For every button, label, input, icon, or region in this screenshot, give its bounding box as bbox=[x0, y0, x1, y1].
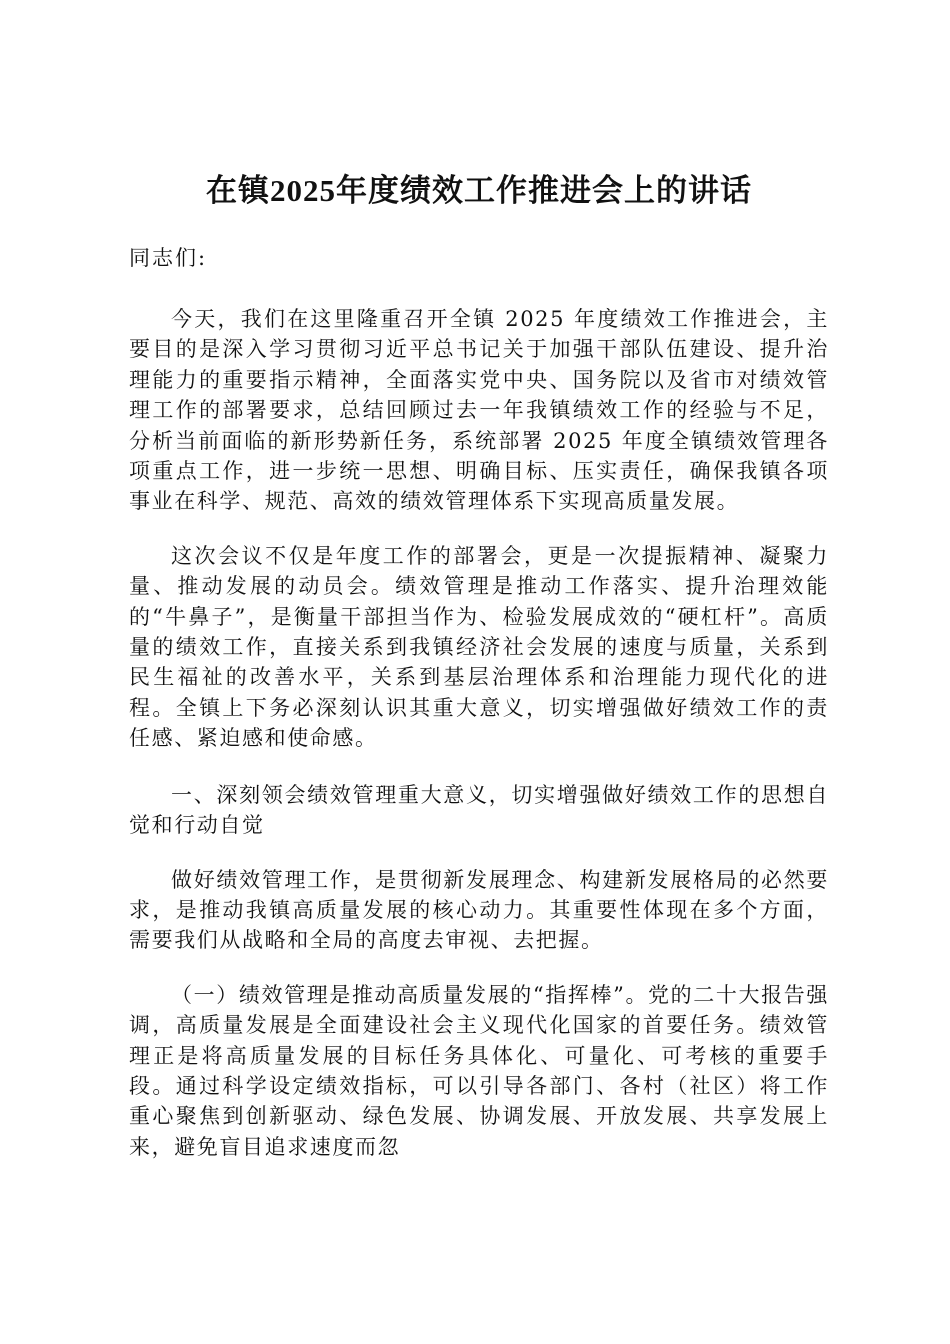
title-suffix: 年度绩效工作推进会上的讲话 bbox=[336, 173, 752, 209]
document-body bbox=[129, 160, 829, 1162]
document-title bbox=[129, 170, 829, 212]
paragraph-meeting-significance: 这次会议不仅是年度工作的部署会，更是一次提振精神、凝聚力量、推动发展的动员会。绩效管理是推动工作落实、提升治理效能的“牛鼻子”，是衡量干部担当作为、检验发展成效的“硬杠杆”。高质量的绩效工作，直接关系到我镇经济社会发展的速度与质量，关系到民生福祉的改善水平，关系到基层治理体系和治理能力现代化的进程。全镇上下务必深刻认识其重大意义，切实增强做好绩效工作的责任感、紧迫感和使命感。 bbox=[129, 543, 829, 751]
paragraph-section-1-intro: 做好绩效管理工作，是贯彻新发展理念、构建新发展格局的必然要求，是推动我镇高质量发展的核心动力。其重要性体现在多个方面，需要我们从战略和全局的高度去审视、去把握。 bbox=[129, 867, 829, 953]
paragraph-subsection-1: （一）绩效管理是推动高质量发展的“指挥棒”。党的二十大报告强调，高质量发展是全面建设社会主义现代化国家的首要任务。绩效管理正是将高质量发展的目标任务具体化、可量化、可考核的重要手段。通过科学设定绩效指标，可以引导各部门、各村（社区）将工作重心聚焦到创新驱动、绿色发展、协调发展、开放发展、共享发展上来，避免盲目追求速度而忽 bbox=[129, 982, 829, 1159]
salutation: 同志们: bbox=[129, 246, 208, 270]
section-heading-1: 一、深刻领会绩效管理重大意义，切实增强做好绩效工作的思想自觉和行动自觉 bbox=[129, 782, 829, 838]
title-year: 2025 bbox=[270, 173, 336, 208]
title-prefix: 在镇 bbox=[206, 173, 270, 209]
paragraph-opening: 今天，我们在这里隆重召开全镇 2025 年度绩效工作推进会，主要目的是深入学习贯彻习近平总书记关于加强干部队伍建设、提升治理能力的重要指示精神，全面落实党中央、国务院以及省市对绩效管理工作的部署要求，总结回顾过去一年我镇绩效工作的经验与不足，分析当前面临的新形势新任务，系统部署 2025 年度全镇绩效管理各项重点工作，进一步统一思想、明确目标、压实责任，确保我镇各项事业在科学、规范、高效的绩效管理体系下实现高质量发展。 bbox=[129, 307, 829, 514]
